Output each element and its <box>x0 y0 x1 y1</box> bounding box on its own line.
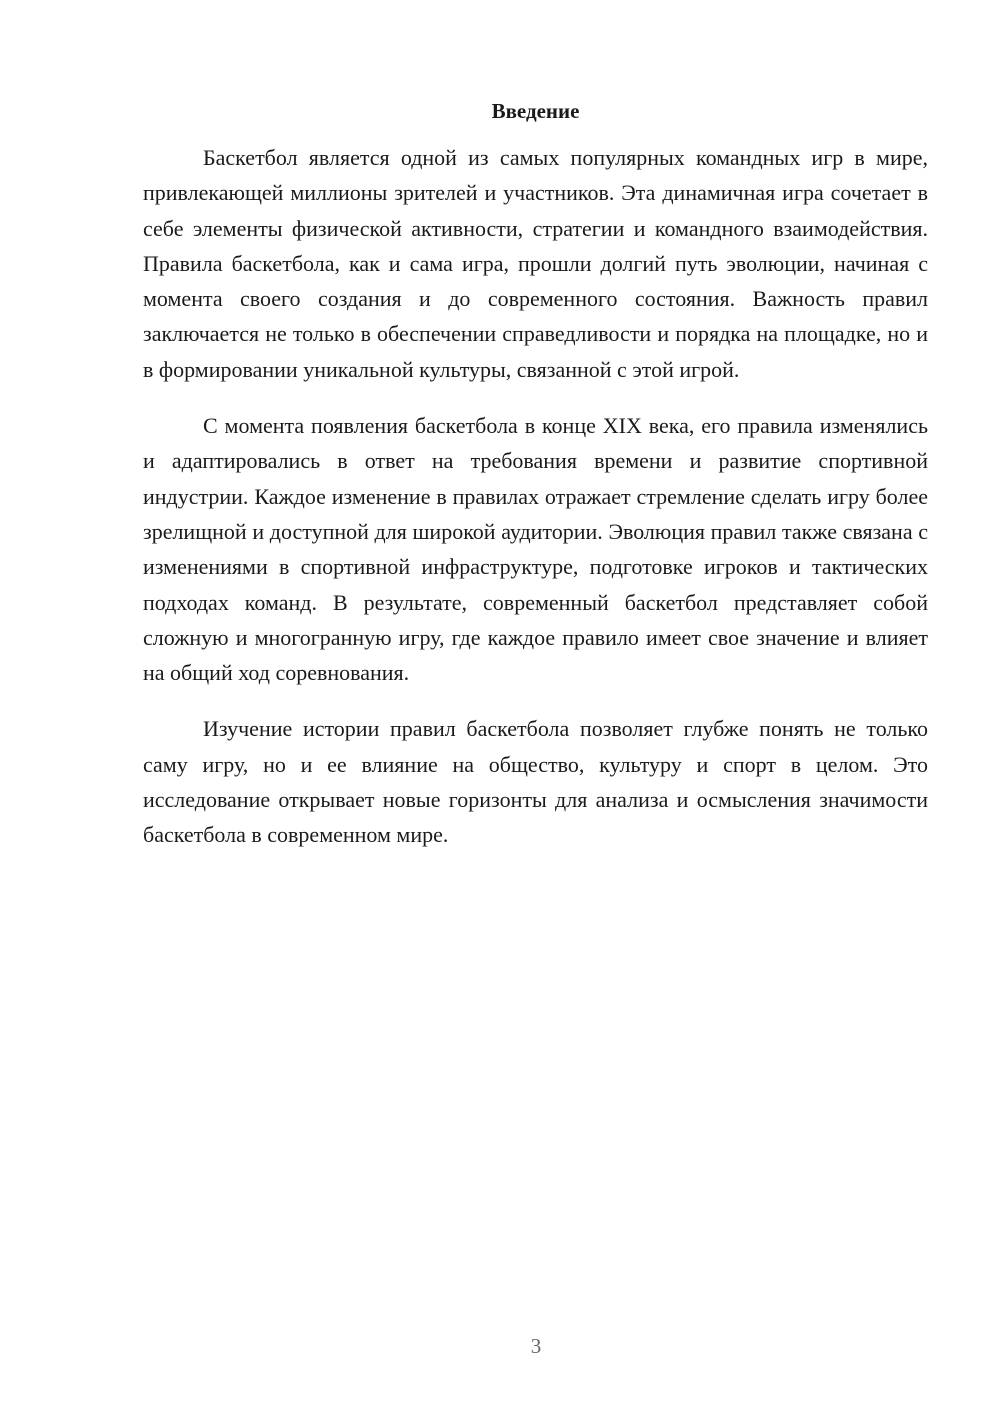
document-body <box>143 96 928 853</box>
paragraph-2: С момента появления баскетбола в конце XIX века, его правила изменялись и адаптировались в ответ на требования времени и развитие спортивной индустрии. Каждое изменение в правилах отражает стремление сделать игру более зрелищной и доступной для широкой аудитории. Эволюция правил также связана с изменениями в спортивной инфраструктуре, подготовке игроков и тактических подходах команд. В результате, современный баскетбол представляет собой сложную и многогранную игру, где каждое правило имеет свое значение и влияет на общий ход соревнования. <box>143 413 928 686</box>
paragraph-3: Изучение истории правил баскетбола позволяет глубже понять не только саму игру, но и ее влияние на общество, культуру и спорт в целом. Это исследование открывает новые горизонты для анализа и осмысления значимости баскетбола в современном мире. <box>143 716 928 848</box>
paragraph-1: Баскетбол является одной из самых популярных командных игр в мире, привлекающей миллионы зрителей и участников. Эта динамичная игра сочетает в себе элементы физической активности, стратегии и командного взаимодействия. Правила баскетбола, как и сама игра, прошли долгий путь эволюции, начиная с момента своего создания и до современного состояния. Важность правил заключается не только в обеспечении справедливости и порядка на площадке, но и в формировании уникальной культуры, связанной с этой игрой. <box>143 145 928 382</box>
section-heading: Введение <box>491 99 580 123</box>
page-number: 3 <box>530 1334 542 1358</box>
